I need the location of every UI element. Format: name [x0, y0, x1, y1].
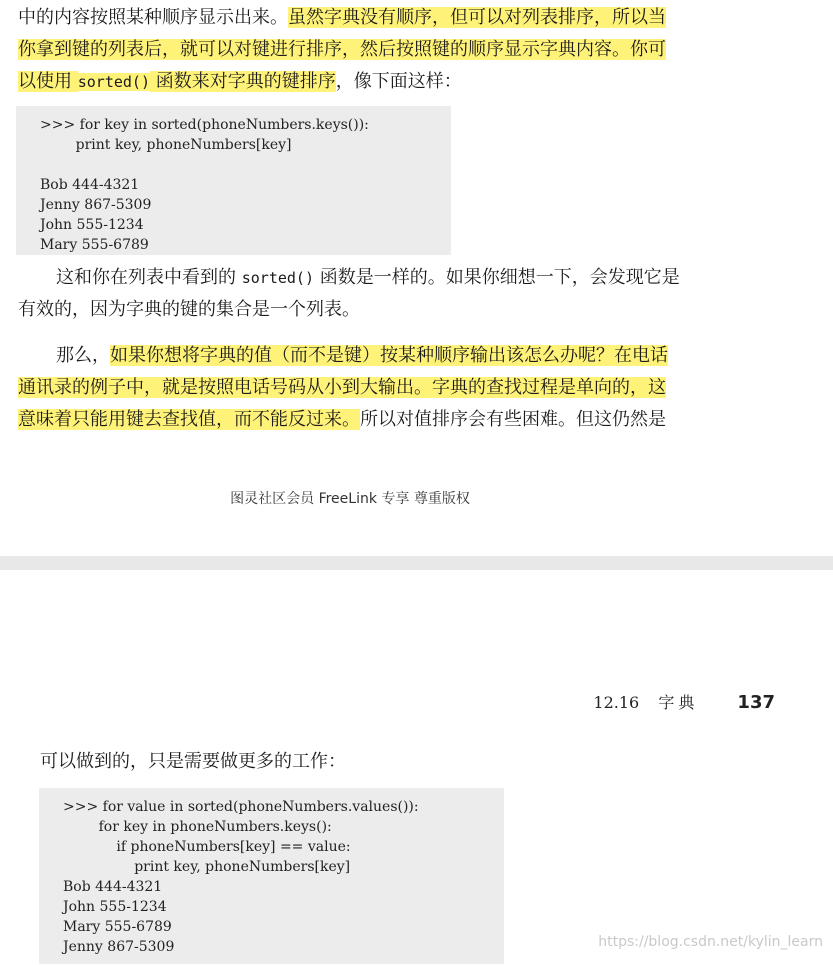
text-segment: sorted() [241, 269, 314, 287]
code-line: John 555-1234 [63, 899, 167, 915]
highlighted-text: sorted() [77, 73, 150, 91]
text-line [18, 36, 666, 64]
text-segment: 函数是一样的。如果你细想一下，会发现它是 [313, 267, 680, 288]
code-line: Jenny 867-5309 [40, 197, 152, 213]
code-line: if phoneNumbers[key] == value: [63, 839, 351, 855]
highlighted-text: 你拿到键的列表后，就可以对键进行排序，然后按照键的顺序显示字典内容。你可 [18, 39, 666, 60]
page-separator [0, 556, 833, 570]
code-line: John 555-1234 [40, 217, 144, 233]
text-line [18, 374, 666, 402]
text-segment: ，像下面这样： [335, 71, 462, 92]
text-segment: 那么， [56, 345, 110, 366]
code-line: Mary 555-6789 [40, 237, 149, 253]
highlighted-text: 以使用 [18, 71, 78, 92]
code-block-sorted-values [39, 788, 504, 964]
code-line: >>> for key in sorted(phoneNumbers.keys()): [40, 117, 369, 133]
paragraph-more-work: 可以做到的，只是需要做更多的工作： [40, 751, 346, 772]
code-block-sorted-keys [16, 106, 451, 255]
text-line [18, 4, 666, 32]
text-segment: 中的内容按照某种顺序显示出来。 [18, 7, 288, 28]
code-line: print key, phoneNumbers[key] [40, 137, 292, 153]
section-number: 12.16 [593, 693, 640, 712]
highlighted-text: 如果你想将字典的值（而不是键）按某种顺序输出该怎么办呢？在电话 [110, 345, 668, 366]
highlighted-text: 通讯录的例子中，就是按照电话号码从小到大输出。字典的查找过程是单向的，这 [18, 377, 666, 398]
code-line: Jenny 867-5309 [63, 939, 175, 955]
text-segment: 有效的，因为字典的键的集合是一个列表。 [18, 299, 360, 320]
watermark: https://blog.csdn.net/kylin_learn [598, 934, 823, 950]
text-line [56, 264, 680, 292]
code-line: for key in phoneNumbers.keys(): [63, 819, 332, 835]
chapter-title: 字典 [658, 693, 699, 712]
highlighted-text: 函数来对字典的键排序 [149, 71, 336, 92]
code-line: Bob 444-4321 [63, 879, 163, 895]
page-number: 137 [737, 692, 775, 713]
code-line: Mary 555-6789 [63, 919, 172, 935]
code-line: print key, phoneNumbers[key] [63, 859, 351, 875]
highlighted-text: 意味着只能用键去查找值，而不能反过来。 [18, 409, 360, 430]
text-line [56, 342, 668, 370]
code-line: Bob 444-4321 [40, 177, 140, 193]
text-line [18, 296, 360, 324]
running-head [593, 690, 775, 716]
text-segment: 这和你在列表中看到的 [56, 267, 242, 288]
text-segment: 所以对值排序会有些困难。但这仍然是 [360, 409, 666, 430]
text-line [18, 406, 666, 434]
copyright-note: 图灵社区会员 FreeLink 专享 尊重版权 [230, 491, 470, 507]
code-line: >>> for value in sorted(phoneNumbers.values()): [63, 799, 419, 815]
text-line [18, 68, 462, 96]
highlighted-text: 虽然字典没有顺序，但可以对列表排序，所以当 [288, 7, 666, 28]
